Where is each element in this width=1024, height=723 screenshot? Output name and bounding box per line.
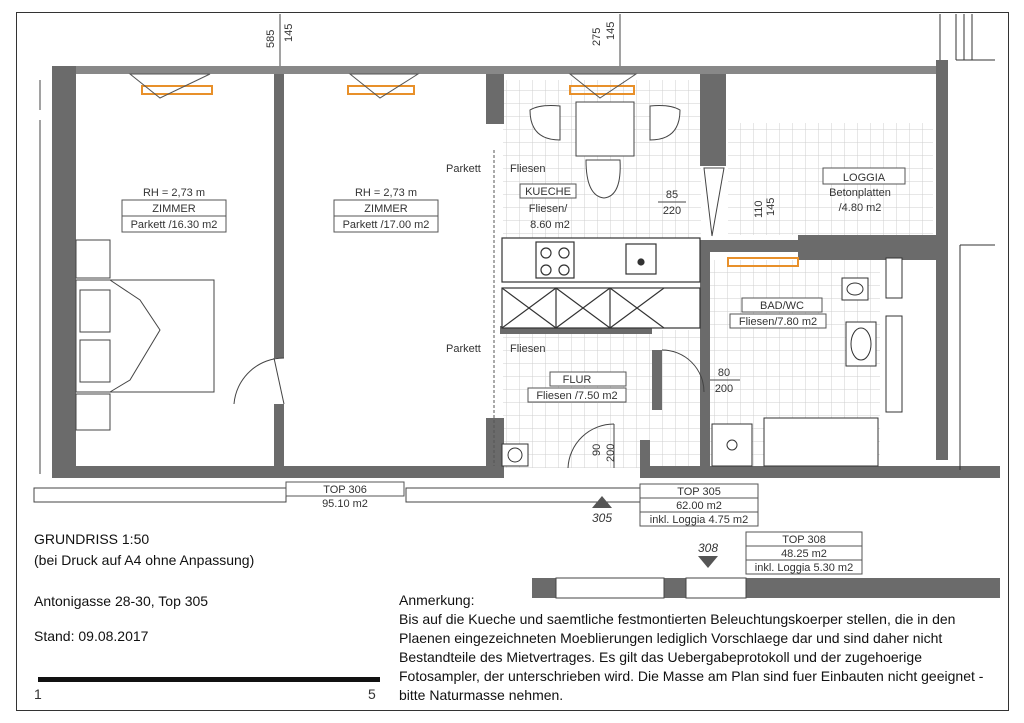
zimmer2-height: RH = 2,73 m — [354, 187, 418, 199]
top308-marker: 308 — [697, 541, 719, 555]
bed — [76, 240, 214, 430]
entry-door-height: 200 — [605, 443, 617, 462]
flur-floor: Fliesen /7.50 m2 — [536, 390, 618, 402]
window2-height: 145 — [605, 21, 617, 40]
kueche-area: 8.60 m2 — [530, 219, 570, 231]
kitchen-door-height: 220 — [662, 205, 682, 217]
top306-name: TOP 306 — [323, 484, 367, 496]
window2-width: 275 — [591, 27, 603, 46]
kitchen-door-width: 85 — [665, 189, 679, 201]
scale-bar — [34, 677, 380, 682]
kueche-floor: Fliesen/ — [528, 203, 568, 215]
plan-date: Stand: 09.08.2017 — [34, 628, 149, 644]
plan-title: GRUNDRISS 1:50 — [34, 531, 150, 547]
top308-name: TOP 308 — [782, 534, 826, 546]
top305-name: TOP 305 — [677, 486, 721, 498]
fliesen-label-1: Fliesen — [510, 163, 546, 175]
fliesen-label-2: Fliesen — [510, 343, 546, 355]
window1-width: 585 — [265, 29, 277, 48]
parkett-label-2: Parkett — [446, 343, 481, 355]
zimmer1-floor: Parkett /16.30 m2 — [130, 219, 218, 231]
plan-address: Antonigasse 28-30, Top 305 — [34, 593, 209, 609]
zimmer1-height: RH = 2,73 m — [142, 187, 206, 199]
top305-marker: 305 — [591, 511, 613, 525]
misc-fixtures — [502, 444, 528, 466]
remark-text: Bis auf die Kueche und saemtliche festmontierten Beleuchtungskoerper stellen, die in den Plaenen eingezeichneten Moeblierungen lediglich Vorschlaege dar und sind daher nicht Bestandteile des Mietvertrages. Es gilt das Uebergabeprotokoll und der zugehoerige Fotosampler, der unterschrieben wird. Die Masse am Plan sind fuer Einbauten nicht geeignet - bitte Naturmasse nehmen. — [399, 611, 984, 703]
loggia-door-height: 145 — [765, 197, 777, 216]
loggia-floor: Betonplatten — [829, 187, 891, 199]
zimmer2-name: ZIMMER — [364, 203, 408, 215]
entry-door-width: 90 — [591, 443, 603, 456]
top305-area: 62.00 m2 — [676, 500, 722, 512]
scale-end: 5 — [368, 686, 376, 702]
top308-area: 48.25 m2 — [781, 548, 827, 560]
kueche-name: KUECHE — [525, 186, 571, 198]
kitchen-counter — [502, 238, 700, 328]
bad-floor: Fliesen/7.80 m2 — [738, 316, 818, 328]
remark-block — [399, 591, 1004, 705]
loggia-name: LOGGIA — [842, 172, 886, 184]
loggia-area: /4.80 m2 — [838, 202, 882, 214]
remark-heading: Anmerkung: — [399, 592, 475, 608]
bath-door-width: 80 — [717, 367, 731, 379]
dimension-lines — [280, 14, 620, 66]
top308-loggia: inkl. Loggia 5.30 m2 — [754, 562, 854, 574]
bad-name: BAD/WC — [760, 300, 804, 312]
zimmer1-name: ZIMMER — [152, 203, 196, 215]
parkett-label-1: Parkett — [446, 163, 481, 175]
flur-name: FLUR — [562, 374, 592, 386]
bath-door-height: 200 — [714, 383, 734, 395]
top306-area: 95.10 m2 — [322, 498, 368, 510]
plan-subtitle: (bei Druck auf A4 ohne Anpassung) — [34, 552, 255, 568]
top305-loggia: inkl. Loggia 4.75 m2 — [649, 514, 749, 526]
scale-start: 1 — [34, 686, 42, 702]
zimmer2-floor: Parkett /17.00 m2 — [342, 219, 430, 231]
right-edge-lines — [940, 14, 995, 470]
window1-height: 145 — [283, 23, 295, 42]
loggia-door-width: 110 — [753, 200, 765, 218]
